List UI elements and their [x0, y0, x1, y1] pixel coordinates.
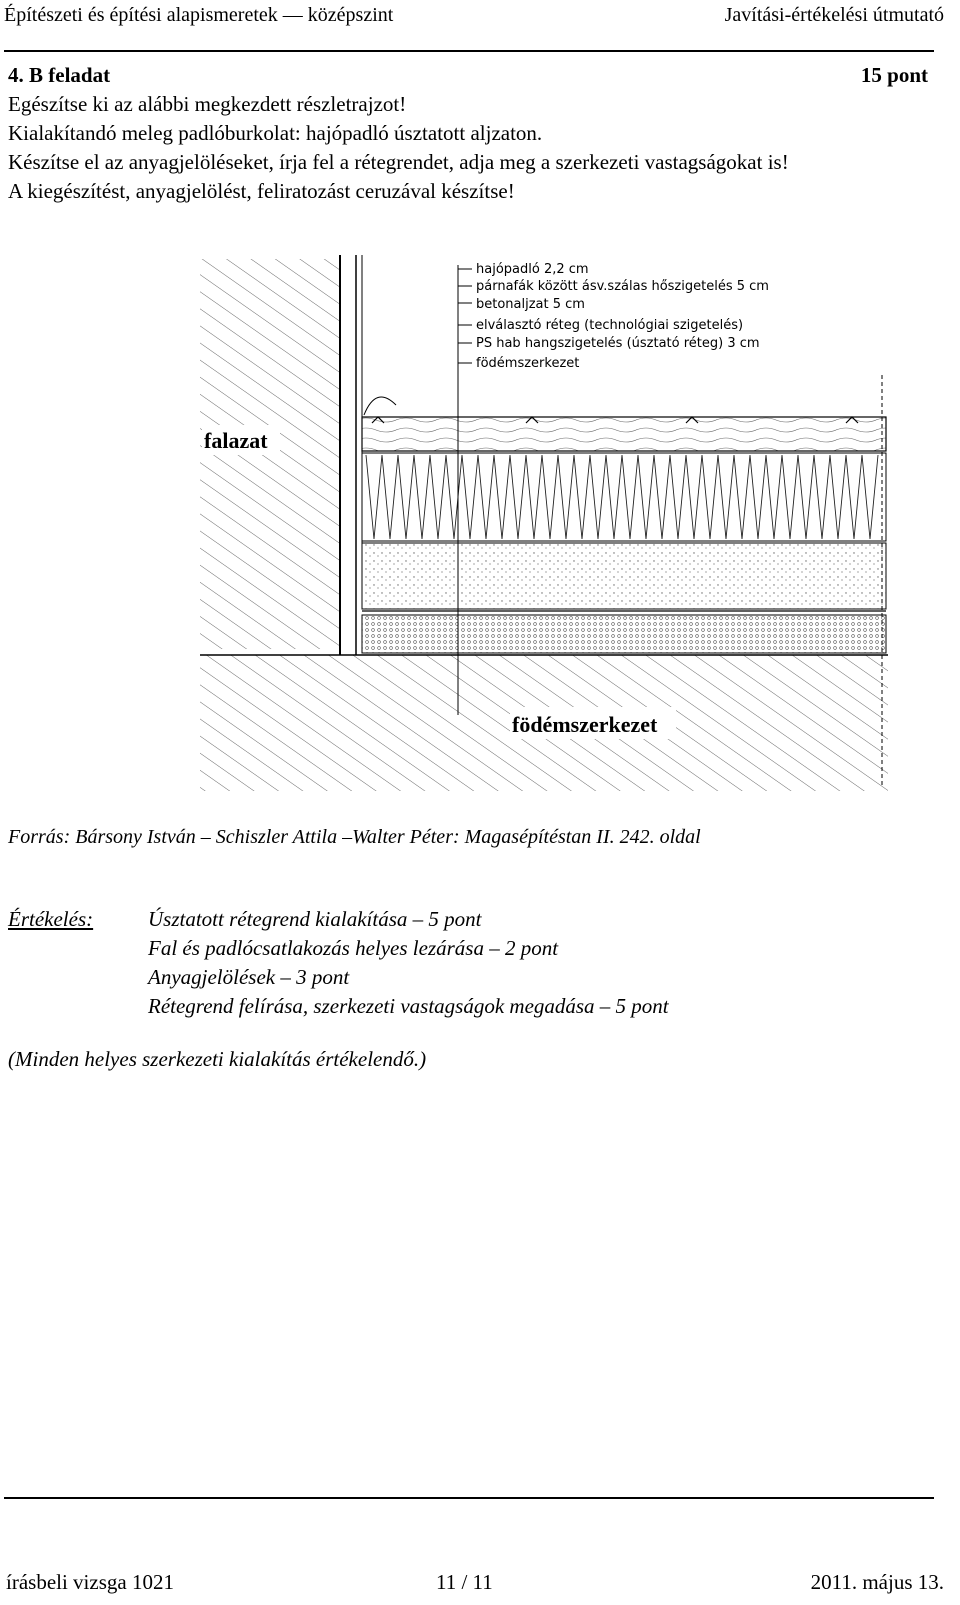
- grading-note: (Minden helyes szerkezeti kialakítás értékelendő.): [8, 1047, 427, 1071]
- detail-drawing: [196, 255, 888, 795]
- source-citation: Forrás: Bársony István – Schiszler Attila –Walter Péter: Magasépítéstan II. 242. oldal: [8, 826, 701, 848]
- evaluation-item: Fal és padlócsatlakozás helyes lezárása – 2 pont: [148, 936, 559, 960]
- evaluation-label: Értékelés:: [8, 907, 94, 931]
- page-header: [0, 4, 960, 34]
- evaluation-item: Úsztatott rétegrend kialakítása – 5 pont: [148, 907, 482, 931]
- ps-foam-layer: [362, 615, 886, 653]
- evaluation-item: Anyagjelölések – 3 pont: [148, 965, 350, 989]
- task-line: Egészítse ki az alábbi megkezdett részletrajzot!: [8, 92, 407, 116]
- layer-label: hajópadló 2,2 cm: [476, 262, 589, 277]
- task-line: A kiegészítést, anyagjelölést, feliratozást ceruzával készítse!: [8, 179, 515, 203]
- task-line: Kialakítandó meleg padlóburkolat: hajópadló úsztatott aljzaton.: [8, 121, 543, 145]
- task-line: Készítse el az anyagjelöléseket, írja fel a rétegrendet, adja meg a szerkezeti vastagságokat is!: [8, 150, 789, 174]
- footer-rule: [4, 1497, 934, 1499]
- header-doc-type: Javítási-értékelési útmutató: [724, 4, 944, 26]
- layer-label: födémszerkezet: [476, 356, 580, 371]
- footer-page-number: 11 / 11: [436, 1570, 493, 1594]
- task-title: 4. B feladat: [8, 63, 111, 87]
- task-block: [8, 61, 928, 206]
- evaluation-item: Rétegrend felírása, szerkezeti vastagságok megadása – 5 pont: [148, 994, 669, 1018]
- task-points: 15 pont: [860, 63, 928, 87]
- slab-label: födémszerkezet: [512, 712, 658, 737]
- footer-date: 2011. május 13.: [810, 1570, 944, 1594]
- header-rule: [4, 50, 934, 52]
- layer-label: elválasztó réteg (technológiai szigetelés): [476, 318, 744, 333]
- wood-flooring: [362, 417, 886, 451]
- header-subject: Építészeti és építési alapismeretek — középszint: [4, 4, 394, 26]
- layer-label: PS hab hangszigetelés (úsztató réteg) 3 cm: [476, 336, 760, 351]
- footer-exam-code: írásbeli vizsga 1021: [6, 1570, 174, 1594]
- concrete-screed: [362, 543, 886, 609]
- wall-label: falazat: [204, 428, 268, 453]
- layer-label: párnafák között ásv.szálas hőszigetelés 5 cm: [476, 279, 769, 294]
- layer-label: betonaljzat 5 cm: [476, 297, 585, 312]
